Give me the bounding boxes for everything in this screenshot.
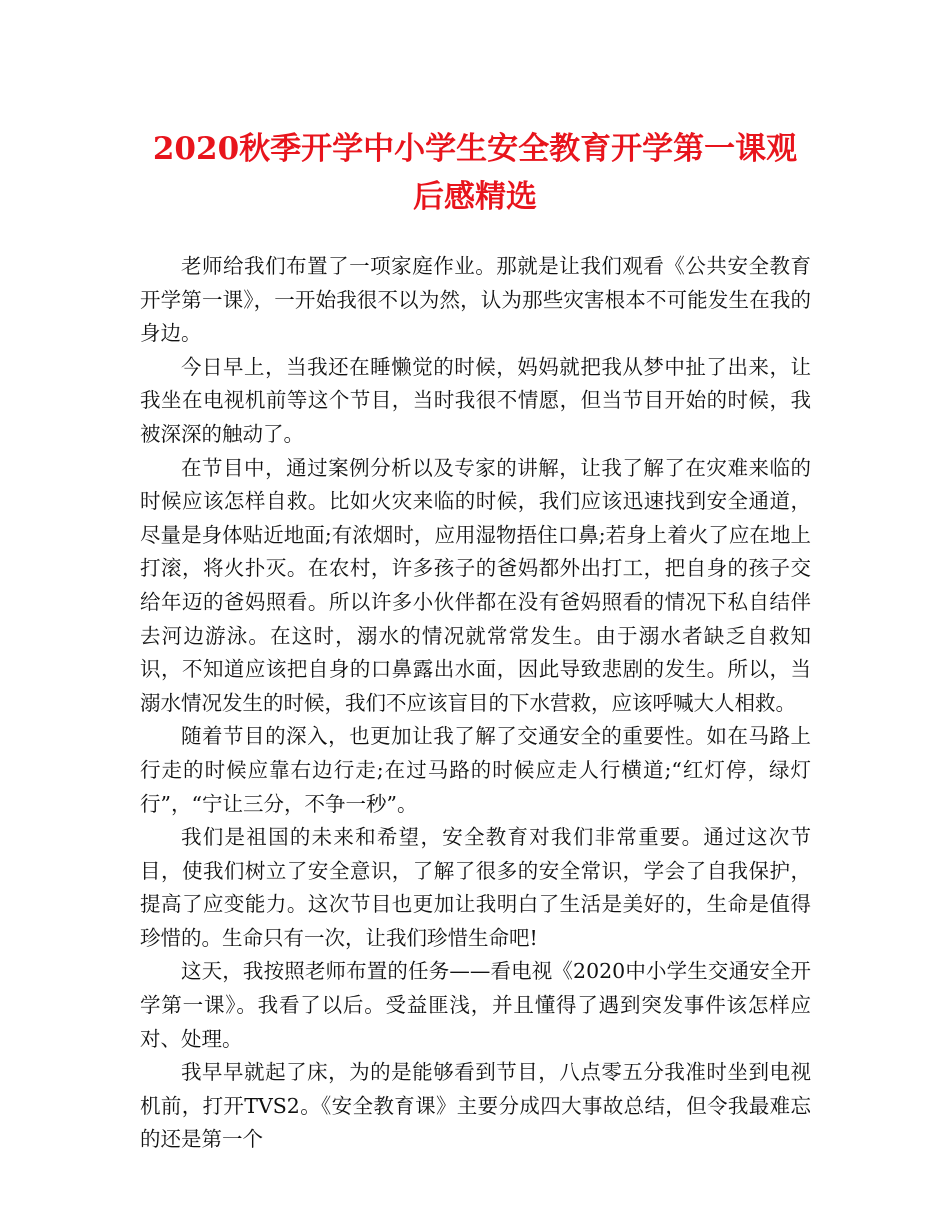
paragraph: 老师给我们布置了一项家庭作业。那就是让我们观看《公共安全教育开学第一课》，一开始我很不以为然，认为那些灾害根本不可能发生在我的身边。 bbox=[140, 254, 811, 346]
paragraph: 我们是祖国的未来和希望，安全教育对我们非常重要。通过这次节目，使我们树立了安全意识，了解了很多的安全常识，学会了自我保护，提高了应变能力。这次节目也更加让我明白了生活是美好的，生命是值得珍惜的。生命只有一次，让我们珍惜生命吧! bbox=[140, 825, 811, 950]
paragraph: 今日早上，当我还在睡懒觉的时候，妈妈就把我从梦中扯了出来，让我坐在电视机前等这个节目，当时我很不情愿，但当节目开始的时候，我被深深的触动了。 bbox=[140, 354, 811, 446]
paragraph: 在节目中，通过案例分析以及专家的讲解，让我了解了在灾难来临的时候应该怎样自救。比如火灾来临的时候，我们应该迅速找到安全通道，尽量是身体贴近地面;有浓烟时，应用湿物捂住口鼻;若身上着火了应在地上打滚，将火扑灭。在农村，许多孩子的爸妈都外出打工，把自身的孩子交给年迈的爸妈照看。所以许多小伙伴都在没有爸妈照看的情况下私自结伴去河边游泳。在这时，溺水的情况就常常发生。由于溺水者缺乏自救知识，不知道应该把自身的口鼻露出水面，因此导致悲剧的发生。所以，当溺水情况发生的时候，我们不应该盲目的下水营救，应该呼喊大人相救。 bbox=[140, 455, 811, 715]
paragraph: 这天，我按照老师布置的任务——看电视《2020中小学生交通安全开学第一课》。我看了以后。受益匪浅，并且懂得了遇到突发事件该怎样应对、处理。 bbox=[140, 959, 811, 1051]
paragraph: 随着节目的深入，也更加让我了解了交通安全的重要性。如在马路上行走的时候应靠右边行走;在过马路的时候应走人行横道;“红灯停，绿灯行”，“宁让三分，不争一秒”。 bbox=[140, 724, 811, 816]
paragraph: 我早早就起了床，为的是能够看到节目，八点零五分我准时坐到电视机前，打开TVS2。《安全教育课》主要分成四大事故总结，但令我最难忘的还是第一个 bbox=[140, 1060, 811, 1152]
document-title: 2020秋季开学中小学生安全教育开学第一课观后感精选 bbox=[152, 131, 798, 215]
document-body bbox=[140, 250, 811, 1157]
